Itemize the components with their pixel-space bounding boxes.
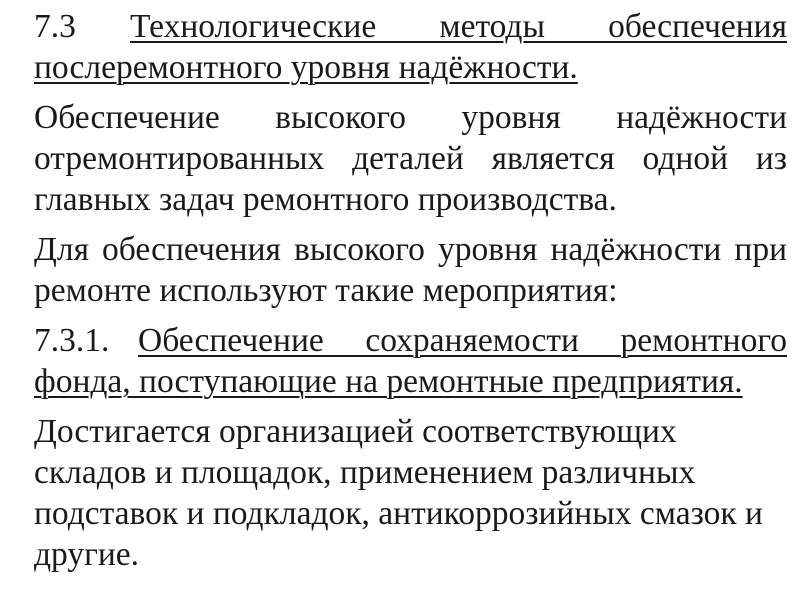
section-number: 7.3 [34, 8, 76, 45]
subsection-title: Обеспечение сохраняемости ремонтного фонда, поступающие на ремонтные предприятия. [34, 322, 787, 400]
section-heading [34, 6, 787, 88]
paragraph-storage-measures: Достигается организацией соответствующих складов и площадок, применением различных подставок и подкладок, антикоррозийных смазок и другие. [34, 413, 763, 573]
subsection-number: 7.3.1. [34, 322, 110, 359]
paragraph-reliability-task: Обеспечение высокого уровня надёжности отремонтированных деталей является одной из главных задач ремонтного производства. [34, 99, 787, 218]
section-title: Технологические методы обеспечения послеремонтного уровня надёжности. [34, 8, 787, 86]
paragraph-measures-intro: Для обеспечения высокого уровня надёжности при ремонте используют такие мероприятия: [34, 231, 787, 309]
document-page [34, 6, 787, 584]
subsection-heading [34, 320, 787, 402]
